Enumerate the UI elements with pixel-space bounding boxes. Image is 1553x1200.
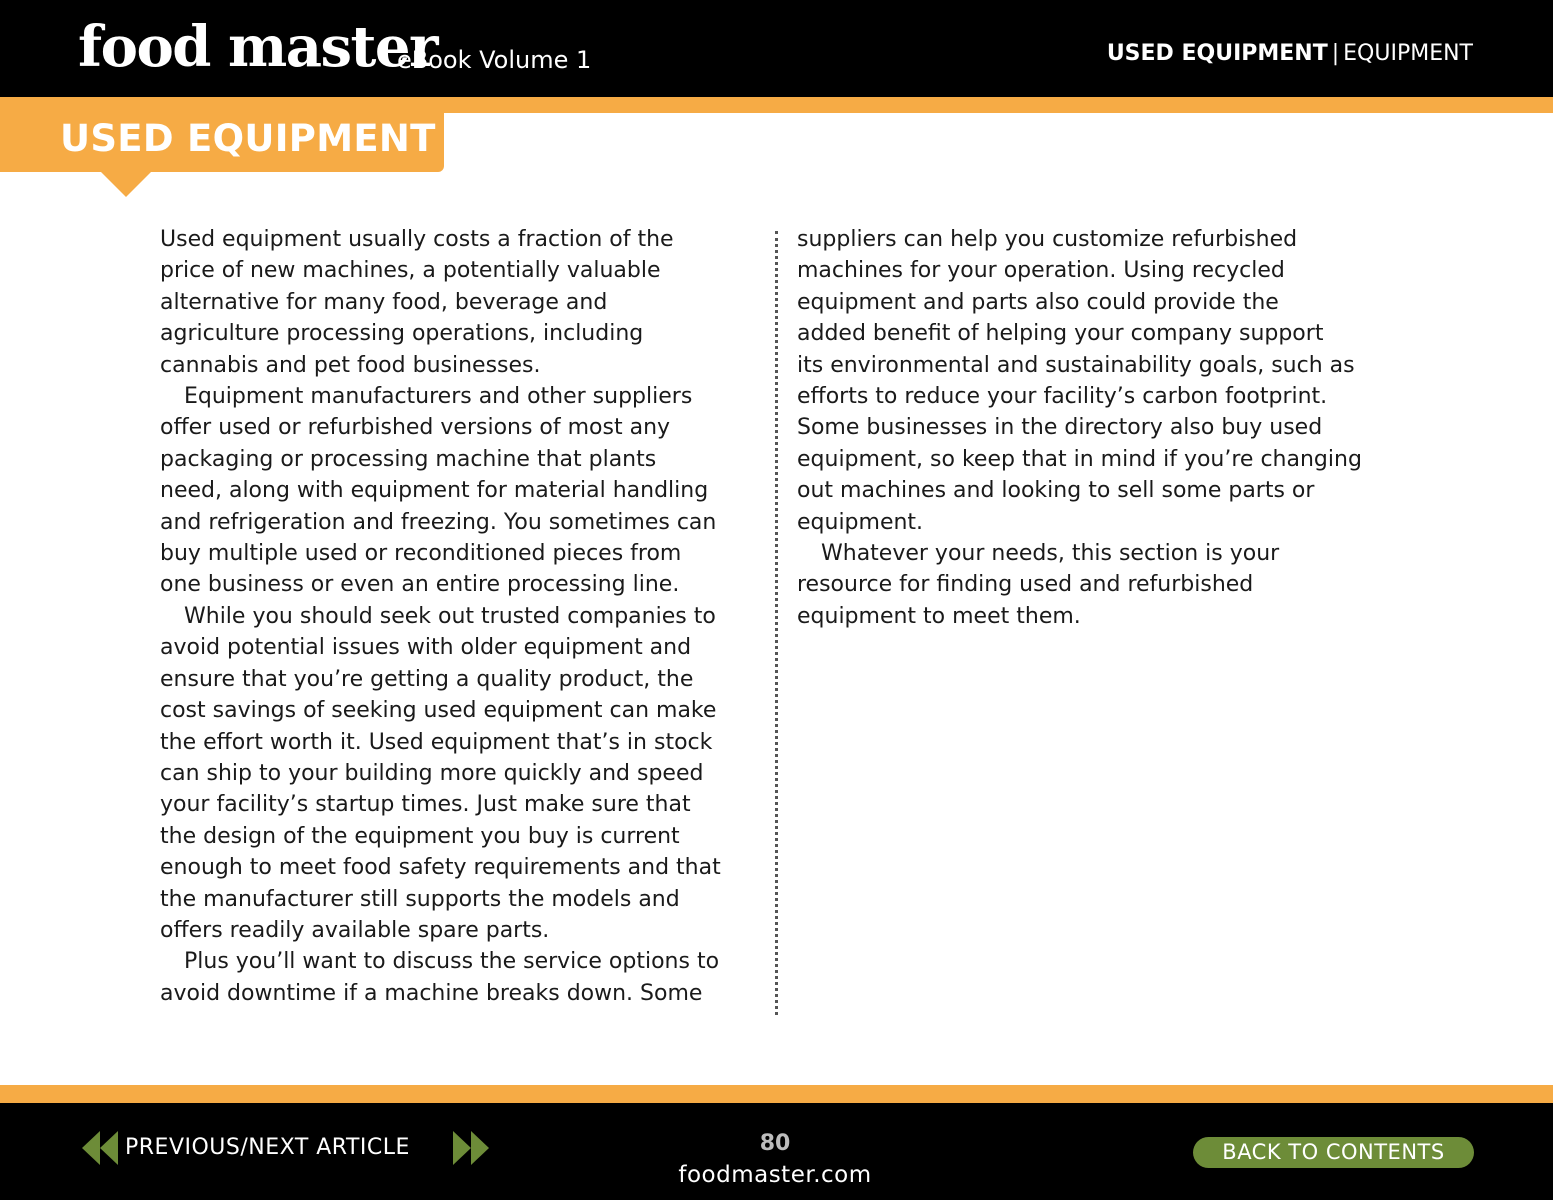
paragraph: Plus you’ll want to discuss the service options to avoid downtime if a machine breaks down. Some [160,949,720,1006]
site-link[interactable]: foodmaster.com [678,1162,872,1188]
back-to-contents-button[interactable]: BACK TO CONTENTS [1193,1137,1474,1168]
column-divider [775,231,778,1015]
header-section-light: EQUIPMENT [1343,41,1473,66]
previous-next-article-link[interactable]: PREVIOUS/NEXT ARTICLE [125,1135,410,1160]
header-section-label [1107,38,1473,70]
food-master-logo: food master [78,14,438,80]
article-column-left [160,224,760,1009]
paragraph: suppliers can help you customize refurbished machines for your operation. Using recycled equipment and parts also could provide the added benefit of helping your company support its environmental and sustainability goals, such as efforts to reduce your facility’s carbon footprint. Some businesses in the directory also buy used equipment, so keep that in mind if you’re changing out machines and looking to sell some parts or equipment. [797,227,1362,535]
header-separator: | [1331,41,1340,66]
section-title: USED EQUIPMENT [60,117,436,160]
previous-article-icon[interactable] [82,1131,118,1165]
paragraph: Equipment manufacturers and other suppliers offer used or refurbished versions of most any packaging or processing machine that plants need, along with equipment for material handling and refrigeration and freezing. You sometimes can buy multiple used or reconditioned pieces from one business or even an entire processing line. [160,384,717,598]
paragraph: Whatever your needs, this section is your resource for finding used and refurbished equipment to meet them. [797,541,1280,629]
section-title-pointer [100,171,152,197]
article-column-right [797,224,1417,632]
next-article-icon[interactable] [453,1131,489,1165]
header-section-bold: USED EQUIPMENT [1106,41,1328,66]
paragraph: While you should seek out trusted companies to avoid potential issues with older equipment and ensure that you’re getting a quality product, the cost savings of seeking used equipment can make the effort worth it. Used equipment that’s in stock can ship to your building more quickly and speed your facility’s startup times. Just make sure that the design of the equipment you buy is current enough to meet food safety requirements and that the manufacturer still supports the models and offers readily available spare parts. [160,603,721,943]
page-number: 80 [759,1131,791,1156]
paragraph: Used equipment usually costs a fraction of the price of new machines, a potentially valuable alternative for many food, beverage and agriculture processing operations, including cannabis and pet food businesses. [160,227,674,378]
footer-accent-stripe [0,1085,1553,1103]
ebook-volume: eBook Volume 1 [397,46,592,74]
